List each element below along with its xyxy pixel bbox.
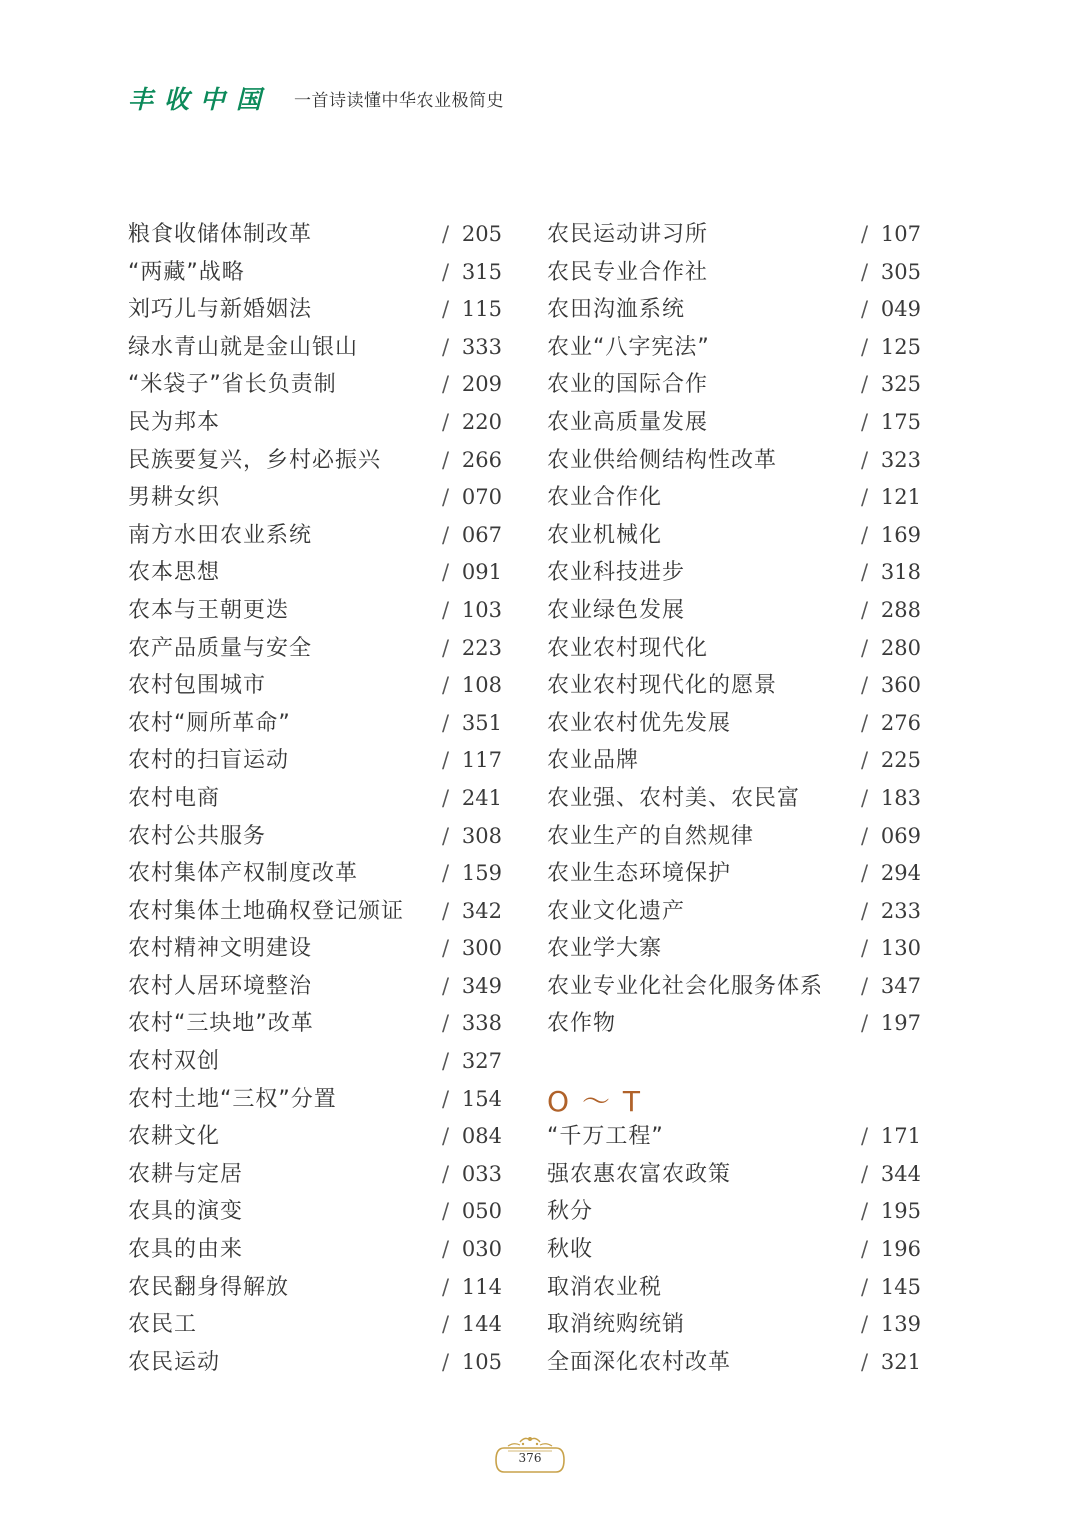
- index-entry: [547, 630, 921, 668]
- index-page-number: 323: [880, 447, 921, 472]
- index-entry: [547, 1156, 921, 1194]
- index-term: 农业农村现代化: [547, 635, 709, 661]
- page-separator: /: [861, 973, 869, 998]
- index-entry: [128, 1005, 502, 1043]
- index-page-number: 125: [880, 334, 921, 359]
- index-page-number: 342: [461, 898, 502, 923]
- page-separator: /: [442, 372, 450, 397]
- index-entry: [128, 1231, 502, 1269]
- index-entry: [547, 442, 921, 480]
- index-term: 取消统购统销: [547, 1312, 686, 1338]
- index-term: 刘巧儿与新婚姻法: [128, 297, 313, 323]
- index-term: 农村公共服务: [128, 823, 267, 849]
- index-entry: [547, 818, 921, 856]
- index-term: 农业专业化社会化服务体系: [547, 973, 824, 999]
- index-entry: [547, 554, 921, 592]
- index-term: 农产品质量与安全: [128, 635, 313, 661]
- index-term: 农业合作化: [547, 485, 663, 511]
- page-separator: /: [861, 1124, 869, 1149]
- index-page-number: 321: [880, 1349, 921, 1374]
- index-page-number: 315: [461, 259, 502, 284]
- index-term: 农民专业合作社: [547, 259, 709, 285]
- index-term: 民族要复兴，乡村必振兴: [128, 447, 382, 473]
- index-entry: [128, 592, 502, 630]
- index-term: 农村土地“三权”分置: [128, 1086, 337, 1112]
- page-separator: /: [442, 936, 450, 961]
- index-term: 农民工: [128, 1312, 198, 1338]
- index-entry: [547, 1344, 921, 1382]
- index-term: 农业品牌: [547, 748, 640, 774]
- index-term: 农村集体产权制度改革: [128, 861, 359, 887]
- index-page-number: 233: [880, 898, 921, 923]
- page-separator: /: [442, 1011, 450, 1036]
- index-term: 农业文化遗产: [547, 898, 686, 924]
- index-entry: [547, 1005, 921, 1043]
- index-column-left: [128, 216, 502, 1381]
- index-term: 民为邦本: [128, 409, 221, 435]
- index-entry: [128, 1344, 502, 1382]
- index-entry: [128, 630, 502, 668]
- index-page-number: 069: [880, 823, 921, 848]
- page-header: [128, 78, 504, 118]
- index-term: 强农惠农富农政策: [547, 1161, 732, 1187]
- page-separator: /: [861, 1199, 869, 1224]
- index-term: 农业学大寨: [547, 936, 663, 962]
- index-page-number: 115: [461, 297, 502, 322]
- index-entry: [547, 517, 921, 555]
- index-entry: [547, 329, 921, 367]
- index-entry: [128, 968, 502, 1006]
- index-term: “两藏”战略: [128, 259, 245, 285]
- index-page-number: 049: [880, 297, 921, 322]
- index-entry: [128, 893, 502, 931]
- index-term: 农业农村现代化的愿景: [547, 673, 778, 699]
- index-entry: [547, 254, 921, 292]
- index-entry: [547, 968, 921, 1006]
- index-term: 秋收: [547, 1237, 594, 1263]
- index-page-number: 288: [880, 597, 921, 622]
- index-entry: [547, 705, 921, 743]
- index-page-number: 333: [461, 334, 502, 359]
- index-term: “千万工程”: [547, 1124, 664, 1150]
- index-page-number: 349: [461, 973, 502, 998]
- index-entry: [547, 742, 921, 780]
- index-term: 农村“厕所革命”: [128, 710, 291, 736]
- index-page-number: 325: [880, 372, 921, 397]
- index-column-right: [547, 216, 921, 1381]
- page-separator: /: [442, 485, 450, 510]
- index-entry: [128, 742, 502, 780]
- page-separator: /: [861, 635, 869, 660]
- page-separator: /: [442, 1349, 450, 1374]
- index-entry: [128, 1193, 502, 1231]
- page-separator: /: [442, 297, 450, 322]
- page-number: 376: [518, 1451, 542, 1465]
- book-subtitle: 一首诗读懂中华农业极简史: [294, 90, 505, 111]
- index-term: 农业强、农村美、农民富: [547, 785, 801, 811]
- page-separator: /: [442, 748, 450, 773]
- page-separator: /: [861, 1237, 869, 1262]
- page-separator: /: [442, 861, 450, 886]
- index-entry: [547, 404, 921, 442]
- page-separator: /: [861, 1349, 869, 1374]
- page-separator: /: [442, 898, 450, 923]
- index-entry: [547, 930, 921, 968]
- page-separator: /: [442, 560, 450, 585]
- page-separator: /: [861, 785, 869, 810]
- section-spacer: [547, 1043, 921, 1081]
- index-term: “米袋子”省长负责制: [128, 372, 337, 398]
- index-term: 绿水青山就是金山银山: [128, 334, 359, 360]
- index-page-number: 121: [880, 485, 921, 510]
- index-term: 取消农业税: [547, 1274, 663, 1300]
- index-page-number: 117: [461, 748, 502, 773]
- index-entry: [547, 479, 921, 517]
- page-separator: /: [861, 447, 869, 472]
- index-page-number: 318: [880, 560, 921, 585]
- page-separator: /: [442, 673, 450, 698]
- index-entry: [547, 1193, 921, 1231]
- index-term: 农耕与定居: [128, 1161, 244, 1187]
- index-term: 农村集体土地确权登记颁证: [128, 898, 405, 924]
- index-entry: [547, 366, 921, 404]
- index-page-number: 114: [461, 1274, 502, 1299]
- index-term: 粮食收储体制改革: [128, 222, 313, 247]
- index-entry: [128, 930, 502, 968]
- index-entry: [128, 254, 502, 292]
- index-entry: [128, 517, 502, 555]
- index-page-number: 360: [880, 673, 921, 698]
- index-page-number: 105: [461, 1349, 502, 1374]
- page-separator: /: [861, 1161, 869, 1186]
- index-page-number: 091: [461, 560, 502, 585]
- index-entry: [547, 1269, 921, 1307]
- index-page-number: 067: [461, 522, 502, 547]
- page-separator: /: [861, 898, 869, 923]
- page-separator: /: [442, 447, 450, 472]
- page-separator: /: [442, 259, 450, 284]
- index-entry: [547, 291, 921, 329]
- index-page-number: 347: [880, 973, 921, 998]
- index-page-number: 197: [880, 1011, 921, 1036]
- index-term: 农业的国际合作: [547, 372, 709, 398]
- index-entry: [128, 442, 502, 480]
- page-separator: /: [442, 1199, 450, 1224]
- index-entry: [128, 1118, 502, 1156]
- page-separator: /: [442, 1312, 450, 1337]
- index-page-number: 338: [461, 1011, 502, 1036]
- index-page-number: 183: [880, 785, 921, 810]
- index-page-number: 300: [461, 936, 502, 961]
- index-page-number: 070: [461, 485, 502, 510]
- index-entry: [547, 780, 921, 818]
- index-entry: [128, 1081, 502, 1119]
- index-term: 农村双创: [128, 1049, 221, 1075]
- index-term: 农业“八字宪法”: [547, 334, 710, 360]
- index-term: 农村“三块地”改革: [128, 1011, 314, 1037]
- index-entry: [547, 592, 921, 630]
- index-term: 男耕女织: [128, 485, 221, 511]
- index-term: 农民运动: [128, 1349, 221, 1375]
- page-separator: /: [861, 597, 869, 622]
- index-entry: [128, 291, 502, 329]
- page-separator: /: [861, 297, 869, 322]
- index-entry: [547, 893, 921, 931]
- index-page-number: 145: [880, 1274, 921, 1299]
- index-term: 农具的演变: [128, 1199, 244, 1225]
- index-term: 农业科技进步: [547, 560, 686, 586]
- index-entry: [128, 1043, 502, 1081]
- index-entry: [547, 1306, 921, 1344]
- index-entry: [128, 1156, 502, 1194]
- page-number-badge: [490, 1432, 570, 1482]
- page-separator: /: [861, 823, 869, 848]
- page-separator: /: [861, 710, 869, 735]
- index-page-number: 084: [461, 1124, 502, 1149]
- page-separator: /: [861, 222, 869, 246]
- index-entry: [128, 780, 502, 818]
- index-entry: [547, 216, 921, 254]
- index-term: 农民运动讲习所: [547, 222, 709, 247]
- index-entry: [547, 1118, 921, 1156]
- index-page-number: 169: [880, 522, 921, 547]
- page-separator: /: [442, 1237, 450, 1262]
- index-page-number: 030: [461, 1237, 502, 1262]
- index-term: 农业生产的自然规律: [547, 823, 755, 849]
- page-separator: /: [442, 1049, 450, 1074]
- page-separator: /: [861, 1312, 869, 1337]
- page-separator: /: [442, 1161, 450, 1186]
- index-entry: [128, 329, 502, 367]
- index-page-number: 344: [880, 1161, 921, 1186]
- index-entry: [128, 818, 502, 856]
- index-entry: [547, 667, 921, 705]
- index-term: 农业生态环境保护: [547, 861, 732, 887]
- index-page-number: 159: [461, 861, 502, 886]
- page-separator: /: [442, 597, 450, 622]
- index-term: 农村电商: [128, 785, 221, 811]
- index-entry: [128, 366, 502, 404]
- index-term: 农业绿色发展: [547, 597, 686, 623]
- page-separator: /: [442, 785, 450, 810]
- index-page-number: 280: [880, 635, 921, 660]
- page-separator: /: [861, 259, 869, 284]
- index-page-number: 130: [880, 936, 921, 961]
- page-separator: /: [442, 710, 450, 735]
- page-separator: /: [442, 635, 450, 660]
- index-page-number: 294: [880, 861, 921, 886]
- index-page-number: 050: [461, 1199, 502, 1224]
- index-term: 农业机械化: [547, 522, 663, 548]
- index-term: 农村精神文明建设: [128, 936, 313, 962]
- index-page-number: 305: [880, 259, 921, 284]
- index-entry: [128, 1269, 502, 1307]
- index-page-number: 308: [461, 823, 502, 848]
- page-separator: /: [442, 222, 450, 246]
- page-separator: /: [861, 334, 869, 359]
- page-separator: /: [442, 409, 450, 434]
- page-separator: /: [442, 334, 450, 359]
- index-term: 农耕文化: [128, 1124, 221, 1150]
- index-term: 全面深化农村改革: [547, 1349, 732, 1375]
- page-separator: /: [861, 560, 869, 585]
- index-entry: [128, 1306, 502, 1344]
- index-page-number: 220: [461, 409, 502, 434]
- page-separator: /: [861, 372, 869, 397]
- index-page-number: 139: [880, 1312, 921, 1337]
- page-separator: /: [442, 522, 450, 547]
- index-page-number: 195: [880, 1199, 921, 1224]
- index-term: 农本与王朝更迭: [128, 597, 290, 623]
- page-separator: /: [861, 522, 869, 547]
- index-term: 农本思想: [128, 560, 221, 586]
- page-separator: /: [442, 823, 450, 848]
- index-page-number: 225: [880, 748, 921, 773]
- page-separator: /: [861, 1011, 869, 1036]
- index-term: 农民翻身得解放: [128, 1274, 290, 1300]
- index-page-number: 223: [461, 635, 502, 660]
- index-page-number: 108: [461, 673, 502, 698]
- page-separator: /: [861, 861, 869, 886]
- index-page-number: 033: [461, 1161, 502, 1186]
- index-page-number: 241: [461, 785, 502, 810]
- index-entry: [128, 667, 502, 705]
- index-term: 农作物: [547, 1011, 617, 1037]
- index-entry: [128, 855, 502, 893]
- page-separator: /: [861, 936, 869, 961]
- index-page-number: 276: [880, 710, 921, 735]
- index-entry: [128, 705, 502, 743]
- page-separator: /: [861, 1274, 869, 1299]
- index-term: 农田沟洫系统: [547, 297, 686, 323]
- section-heading: O ～ T: [547, 1084, 642, 1118]
- index-page-number: 351: [461, 710, 502, 735]
- index-term: 农村的扫盲运动: [128, 748, 290, 774]
- index-term: 农村人居环境整治: [128, 973, 313, 999]
- page-separator: /: [861, 673, 869, 698]
- brand-title: 丰收中国: [128, 85, 273, 114]
- page-separator: /: [442, 973, 450, 998]
- index-entry: [128, 554, 502, 592]
- index-term: 农业供给侧结构性改革: [547, 447, 778, 473]
- index-page-number: 196: [880, 1237, 921, 1262]
- index-term: 秋分: [547, 1199, 594, 1225]
- index-entry: [547, 855, 921, 893]
- index-term: 农具的由来: [128, 1237, 244, 1263]
- index-page-number: 327: [461, 1049, 502, 1074]
- index-page-number: 154: [461, 1086, 502, 1111]
- index-term: 农业农村优先发展: [547, 710, 732, 736]
- page-separator: /: [442, 1274, 450, 1299]
- index-page-number: 107: [880, 222, 921, 246]
- index-entry: [547, 1231, 921, 1269]
- index-page-number: 266: [461, 447, 502, 472]
- index-term: 农村包围城市: [128, 673, 267, 699]
- index-entry: [128, 479, 502, 517]
- index-term: 农业高质量发展: [547, 409, 709, 435]
- index-entry: [128, 404, 502, 442]
- index-page-number: 209: [461, 372, 502, 397]
- index-page-number: 144: [461, 1312, 502, 1337]
- page-separator: /: [861, 485, 869, 510]
- index-entry: [128, 216, 502, 254]
- page-separator: /: [442, 1086, 450, 1111]
- index-page-number: 171: [880, 1124, 921, 1149]
- index-page-number: 175: [880, 409, 921, 434]
- index-page-number: 103: [461, 597, 502, 622]
- page-separator: /: [861, 748, 869, 773]
- page-separator: /: [442, 1124, 450, 1149]
- page-separator: /: [861, 409, 869, 434]
- index-term: 南方水田农业系统: [128, 522, 313, 548]
- index-page-number: 205: [461, 222, 502, 246]
